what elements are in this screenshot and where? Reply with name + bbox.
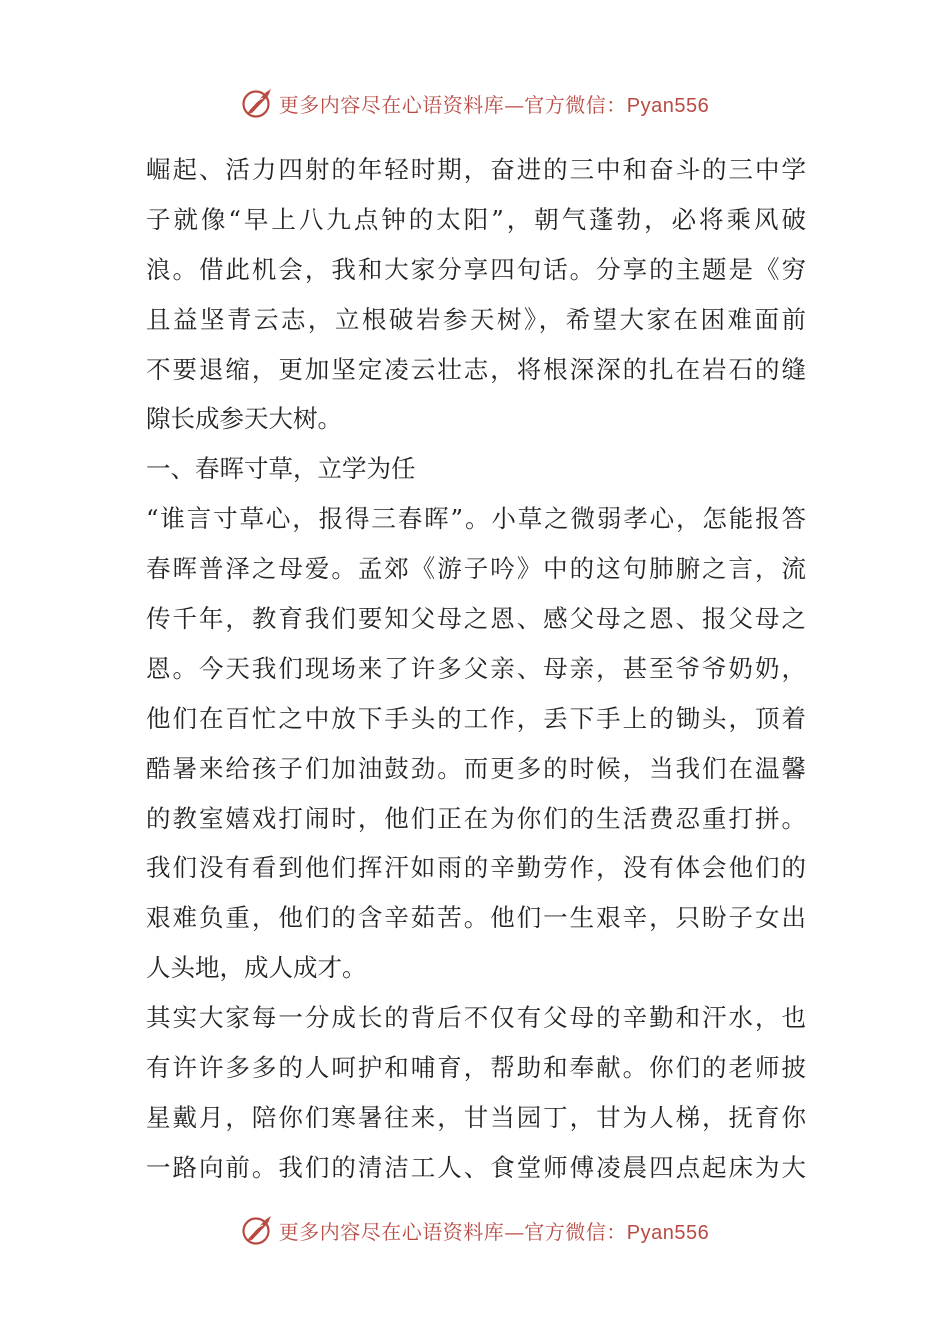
quill-logo-icon [241,1213,275,1247]
body-line: 酷暑来给孩子们加油鼓劲。而更多的时候，当我们在温馨 [146,753,806,783]
body-line: 他们在百忙之中放下手头的工作，丢下手上的锄头，顶着 [146,703,806,733]
watermark-header [0,81,950,125]
body-line: 人头地，成人成才。 [146,953,367,983]
body-line: 崛起、活力四射的年轻时期，奋进的三中和奋斗的三中学 [146,155,806,184]
watermark-text [279,1216,709,1245]
body-line: 一路向前。我们的清洁工人、食堂师傅凌晨四点起床为大 [146,1152,806,1182]
body-line: “谁言寸草心，报得三春晖”。小草之微弱孝心，怎能报答 [146,504,806,534]
body-line: 艰难负重，他们的含辛茹苦。他们一生艰辛，只盼子女出 [146,903,806,933]
body-line: 恩。今天我们现场来了许多父亲、母亲，甚至爷爷奶奶， [146,653,806,683]
document-body [146,145,806,1193]
body-line: 春晖普泽之母爱。孟郊《游子吟》中的这句肺腑之言，流 [146,554,806,584]
section-heading: 一、春晖寸草，立学为任 [146,454,416,484]
body-line: 星戴月，陪你们寒暑往来，甘当园丁，甘为人梯，抚育你 [146,1102,806,1132]
watermark-wechat-id: Pyan556 [626,1221,710,1244]
body-line: 传千年，教育我们要知父母之恩、感父母之恩、报父母之 [146,604,806,634]
watermark-wechat-label: 官方微信： [524,92,627,117]
body-line: 其实大家每一分成长的背后不仅有父母的辛勤和汗水，也 [146,1003,806,1033]
watermark-site-text: 更多内容尽在心语资料库 [278,1219,505,1244]
quill-logo-icon [241,86,275,120]
watermark-text [279,89,709,118]
watermark-site-text: 更多内容尽在心语资料库 [278,92,505,117]
watermark-dash: — [504,92,525,117]
body-line: 不要退缩，更加坚定凌云壮志，将根深深的扎在岩石的缝 [146,354,806,384]
watermark-wechat-label: 官方微信： [524,1219,627,1244]
body-line: 有许许多多的人呵护和哺育，帮助和奉献。你们的老师披 [146,1053,806,1083]
watermark-wechat-id: Pyan556 [626,94,710,117]
body-line: 浪。借此机会，我和大家分享四句话。分享的主题是《穷 [146,254,806,284]
body-line: 子就像“早上八九点钟的太阳”，朝气蓬勃，必将乘风破 [146,204,806,234]
body-line: 我们没有看到他们挥汗如雨的辛勤劳作，没有体会他们的 [146,853,806,883]
body-line: 隙长成参天大树。 [146,404,342,434]
body-line: 的教室嬉戏打闹时，他们正在为你们的生活费忍重打拼。 [146,803,806,833]
watermark-dash: — [504,1219,525,1244]
watermark-footer [0,1208,950,1252]
body-line: 且益坚青云志，立根破岩参天树》，希望大家在困难面前 [146,304,806,334]
